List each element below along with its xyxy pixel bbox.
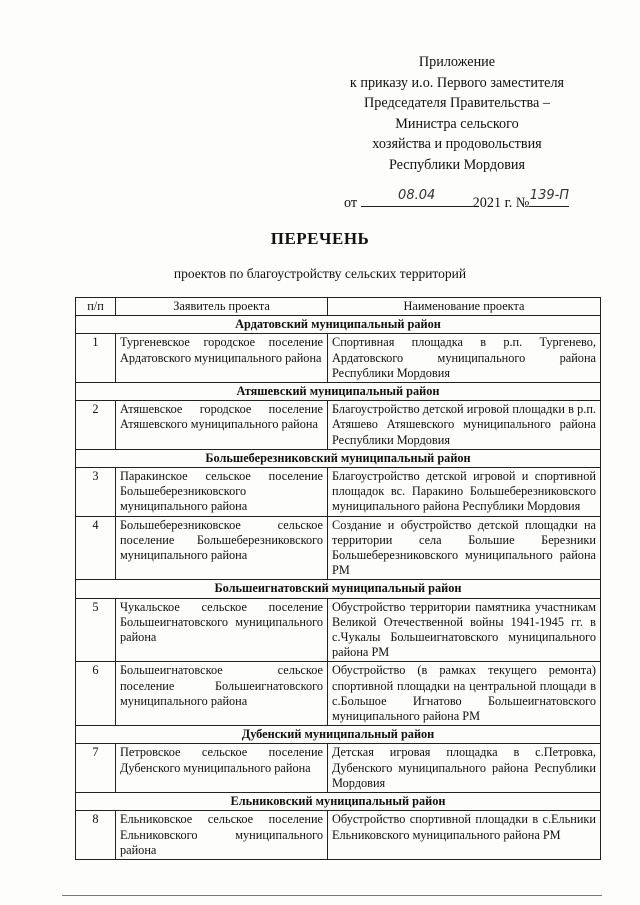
appendix-line: к приказу и.о. Первого заместителя (349, 74, 565, 91)
row-applicant: Большеигнатовское сельское поселение Большеигнатовского муниципального района (116, 662, 328, 726)
row-num: 2 (76, 401, 116, 450)
col-header-project: Наименование проекта (328, 298, 601, 316)
section-name: Дубенский муниципальный район (76, 726, 601, 744)
section-row (76, 383, 601, 401)
order-date-blank (361, 188, 473, 207)
row-num: 8 (76, 811, 116, 860)
section-row (76, 793, 601, 811)
table-row (76, 401, 601, 450)
section-row (76, 316, 601, 334)
row-applicant: Петровское сельское поселение Дубенского муниципального района (116, 744, 328, 793)
table-row (76, 744, 601, 793)
table-row (76, 334, 601, 383)
appendix-line: Министра сельского (395, 115, 519, 132)
row-num: 5 (76, 598, 116, 662)
order-date-handwritten: 08.04 (398, 188, 436, 203)
appendix-line: хозяйства и продовольствия (372, 136, 542, 153)
row-project: Благоустройство детской игровой и спортивной площадок вс. Паракино Большеберезниковского муниципального района Республики Мордовия (328, 468, 601, 517)
section-row (76, 580, 601, 598)
table-row (76, 598, 601, 662)
appendix-line: Приложение (418, 54, 496, 70)
row-project: Обустройство (в рамках текущего ремонта) спортивной площадки на центральной площади в с.Большое Игнатово Большеигнатовского муниципального района РМ (328, 662, 601, 726)
section-name: Ельниковский муниципальный район (76, 793, 601, 811)
row-applicant: Паракинское сельское поселение Большеберезниковского муниципального района (116, 468, 328, 517)
row-project: Спортивная площадка в р.п. Тургенево, Ардатовского муниципального района Республики Мордовия (328, 334, 601, 383)
row-project: Обустройство спортивной площадки в с.Ельники Ельниковского муниципального района РМ (328, 811, 601, 860)
order-year: 2021 г. № (472, 195, 530, 211)
order-number-blank (529, 188, 570, 207)
section-row (76, 726, 601, 744)
table-row (76, 516, 601, 580)
order-prefix: от (344, 195, 358, 211)
appendix-line: Республики Мордовия (388, 156, 526, 173)
table-row (76, 662, 601, 726)
row-project: Детская игровая площадка в с.Петровка, Дубенского муниципального района Республики Мордовия (328, 744, 601, 793)
col-header-applicant: Заявитель проекта (116, 298, 328, 316)
document-subtitle: проектов по благоустройству сельских территорий (173, 266, 467, 281)
section-row (76, 449, 601, 467)
document-title: ПЕРЕЧЕНЬ (270, 229, 370, 248)
projects-table (75, 297, 601, 860)
row-applicant: Ельниковское сельское поселение Ельниковского муниципального района (116, 811, 328, 860)
appendix-block (330, 52, 584, 176)
row-num: 3 (76, 468, 116, 517)
page-bottom-rule (62, 895, 602, 896)
row-applicant: Чукальское сельское поселение Большеигнатовского муниципального района (116, 598, 328, 662)
section-name: Большеигнатовский муниципальный район (76, 580, 601, 598)
row-num: 4 (76, 516, 116, 580)
order-number-handwritten: 139-П (529, 188, 570, 203)
table-row (76, 468, 601, 517)
order-line (344, 188, 594, 212)
row-project: Создание и обустройство детской площадки на территории села Большие Березники Большеберезниковского муниципального района РМ (328, 516, 601, 580)
row-num: 1 (76, 334, 116, 383)
row-project: Благоустройство детской игровой площадки в р.п. Атяшево Атяшевского муниципального района Республики Мордовия (328, 401, 601, 450)
row-num: 6 (76, 662, 116, 726)
row-applicant: Большеберезниковское сельское поселение Большеберезниковского муниципального района (116, 516, 328, 580)
section-name: Ардатовский муниципальный район (76, 316, 601, 334)
row-project: Обустройство территории памятника участникам Великой Отечественной войны 1941-1945 гг. в с.Чукалы Большеигнатовского муниципального района РМ (328, 598, 601, 662)
appendix-line: Председателя Правительства – (364, 95, 550, 112)
section-name: Большеберезниковский муниципальный район (76, 449, 601, 467)
row-num: 7 (76, 744, 116, 793)
section-name: Атяшевский муниципальный район (76, 383, 601, 401)
col-header-num: п/п (76, 298, 116, 316)
row-applicant: Атяшевское городское поселение Атяшевского муниципального района (116, 401, 328, 450)
row-applicant: Тургеневское городское поселение Ардатовского муниципального района (116, 334, 328, 383)
table-row (76, 811, 601, 860)
table-header-row (76, 298, 601, 316)
